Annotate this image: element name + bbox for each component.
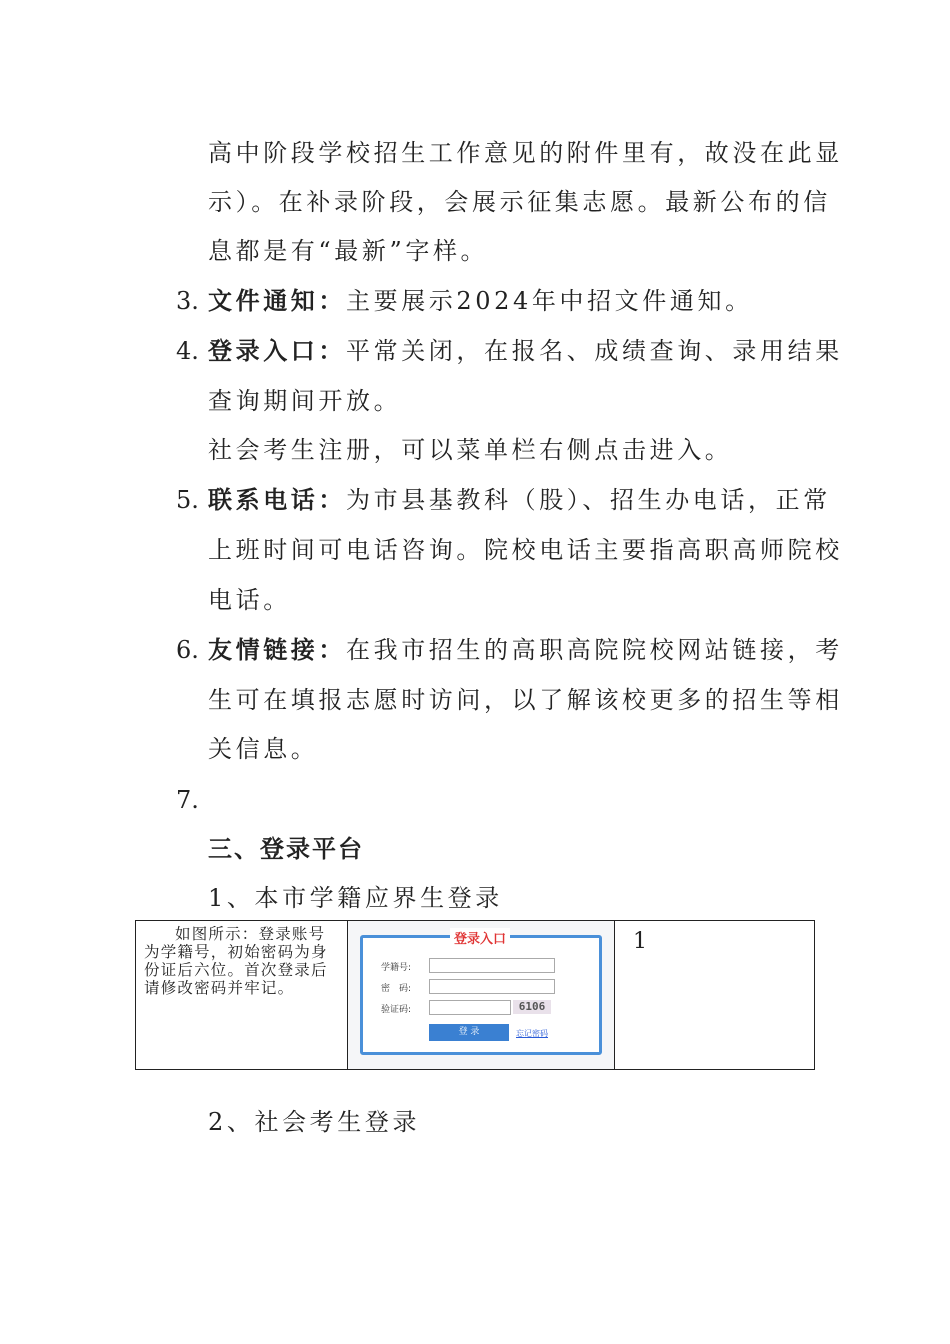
login-info-table <box>135 920 815 1070</box>
paragraph-line: 关信息。 <box>208 735 319 763</box>
paragraph-line: 上班时间可电话咨询。院校电话主要指高职高师院校 <box>208 536 843 564</box>
list-item <box>208 485 831 515</box>
login-screenshot <box>348 921 614 1069</box>
password-label: 密 码: <box>381 984 412 994</box>
list-item <box>208 286 753 316</box>
list-number: 5. <box>176 486 199 514</box>
paragraph-line: 示）。在补录阶段，会展示征集志愿。最新公布的信 <box>208 188 831 216</box>
password-input[interactable] <box>429 979 555 994</box>
subsection-heading: 1、本市学籍应界生登录 <box>208 884 503 912</box>
captcha-input[interactable] <box>429 1000 511 1015</box>
paragraph-line: 电话。 <box>208 586 291 614</box>
captcha-label: 验证码: <box>381 1005 412 1015</box>
paragraph-line: 高中阶段学校招生工作意见的附件里有，故没在此显 <box>208 139 843 167</box>
table-cell-description <box>136 921 348 1070</box>
login-button[interactable]: 登 录 <box>429 1024 509 1041</box>
item-text: 为市县基教科（股）、招生办电话，正常 <box>346 486 831 514</box>
table-cell-image <box>348 921 615 1070</box>
paragraph-line: 查询期间开放。 <box>208 387 402 415</box>
paragraph-line: 息都是有“最新”字样。 <box>208 237 489 265</box>
forgot-password-link[interactable]: 忘记密码 <box>516 1029 548 1038</box>
login-panel <box>360 932 602 1055</box>
list-number: 6. <box>176 636 199 664</box>
paragraph-line: 社会考生注册，可以菜单栏右侧点击进入。 <box>208 436 733 464</box>
cell-number: 1 <box>633 929 647 954</box>
item-text: 主要展示2024年中招文件通知。 <box>346 287 753 315</box>
subsection-heading: 2、社会考生登录 <box>208 1108 421 1136</box>
item-title: 登录入口： <box>208 336 346 365</box>
section-heading: 三、登录平台 <box>208 834 364 863</box>
student-id-label: 学籍号: <box>381 963 412 973</box>
table-cell-number <box>615 921 815 1070</box>
item-text: 平常关闭，在报名、成绩查询、录用结果 <box>346 337 843 365</box>
item-title: 联系电话： <box>208 485 346 514</box>
student-id-input[interactable] <box>429 958 555 973</box>
list-item <box>208 336 843 366</box>
item-title: 友情链接： <box>208 635 346 664</box>
login-instructions: 如图所示：登录账号为学籍号，初始密码为身份证后六位。首次登录后请修改密码并牢记。 <box>144 925 328 997</box>
list-number: 7. <box>176 786 199 814</box>
item-text: 在我市招生的高职高院院校网站链接，考 <box>346 636 843 664</box>
list-number: 4. <box>176 337 199 365</box>
paragraph-line: 生可在填报志愿时访问，以了解该校更多的招生等相 <box>208 686 843 714</box>
login-title: 登录入口 <box>450 928 510 947</box>
list-number: 3. <box>176 287 199 315</box>
item-title: 文件通知： <box>208 286 346 315</box>
captcha-image[interactable]: 6106 <box>513 1000 551 1014</box>
list-item <box>208 635 843 665</box>
